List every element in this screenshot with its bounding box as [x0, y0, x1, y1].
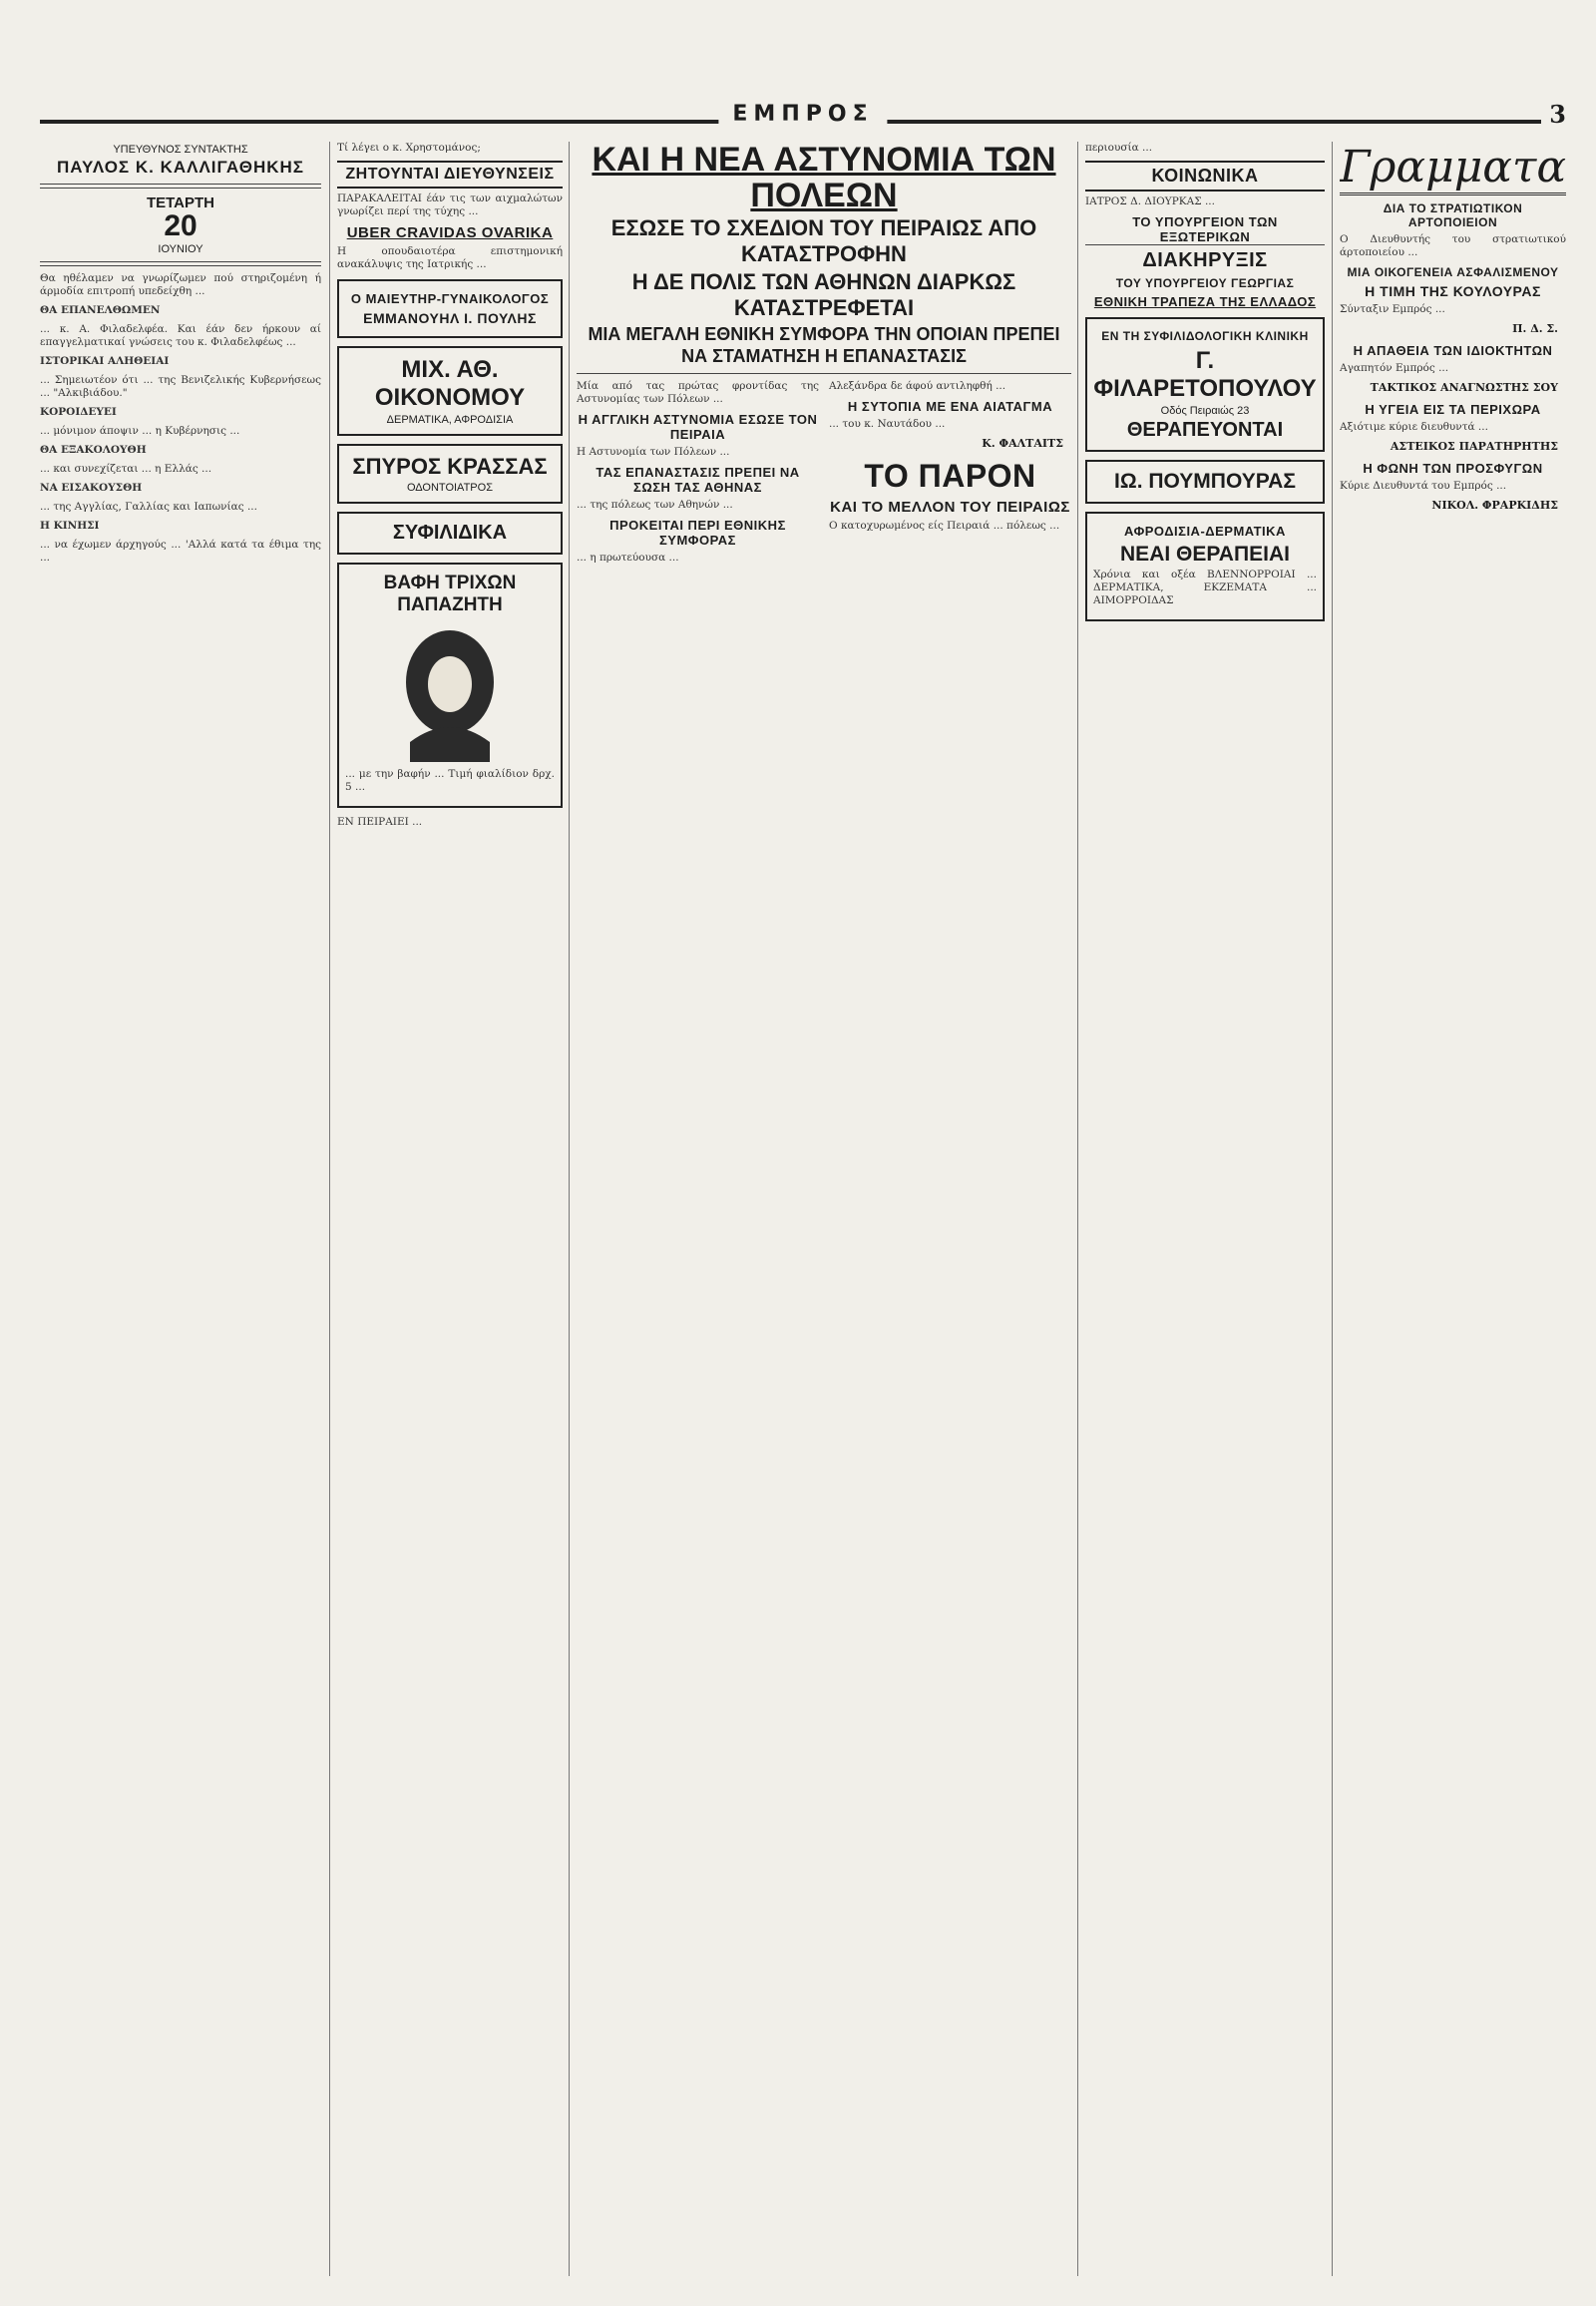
lead-column-left	[577, 380, 819, 571]
paragraph: ΙΑΤΡΟΣ Δ. ΔΙΟΥΡΚΑΣ ...	[1085, 195, 1215, 207]
ad-address: Οδός Πειραιώς 23	[1160, 405, 1250, 417]
paragraph: Τί λέγει ο κ. Χρηστομάνος;	[337, 142, 481, 154]
ad-name: ΙΩ. ΠΟΥΜΠΟΥΡΑΣ	[1114, 470, 1296, 493]
paragraph: Αγαπητόν Εμπρός ...	[1340, 362, 1449, 374]
section-heading: ΚΟΡΟΙΔΕΥΕΙ	[40, 406, 117, 418]
newspaper-title: ΕΜΠΡΟΣ	[718, 102, 887, 127]
section-heading: Η ΚΙΝΗΣΙ	[40, 520, 100, 532]
page-number: 3	[1541, 100, 1566, 129]
paragraph: ... της πόλεως των Αθηνών ...	[577, 499, 733, 511]
section-heading: Η ΑΠΑΘΕΙΑ ΤΩΝ ΙΔΙΟΚΤΗΤΩΝ	[1353, 343, 1553, 358]
advertisement	[337, 512, 563, 555]
ad-headline: ΘΕΡΑΠΕΥΟΝΤΑΙ	[1126, 419, 1284, 441]
headline-sub: ΜΙΑ ΜΕΓΑΛΗ ΕΘΝΙΚΗ ΣΥΜΦΟΡΑ ΤΗΝ ΟΠΟΙΑΝ ΠΡΕΠΕΙ ΝΑ ΣΤΑΜΑΤΗΣΗ Η ΕΠΑΝΑΣΤΑΣΙΣ	[588, 324, 1060, 366]
signature: ΤΑΚΤΙΚΟΣ ΑΝΑΓΝΩΣΤΗΣ ΣΟΥ	[1370, 381, 1558, 394]
section-heading: ΤΑΣ ΕΠΑΝΑΣΤΑΣΙΣ ΠΡΕΠΕΙ ΝΑ ΣΩΣΗ ΤΑΣ ΑΘΗΝΑΣ	[596, 465, 800, 495]
column-letters	[1340, 142, 1566, 2276]
author-signature: Κ. ΦΑΛΤΑΙΤΣ	[982, 437, 1063, 450]
ad-title: Ο ΜΑΙΕΥΤΗΡ-ΓΥΝΑΙΚΟΛΟΓΟΣ	[350, 291, 550, 306]
paragraph: Σύνταξιν Εμπρός ...	[1340, 303, 1445, 315]
ad-title: ΣΠΥΡΟΣ ΚΡΑΣΣΑΣ	[352, 454, 548, 479]
headline-main: ΚΑΙ Η ΝΕΑ ΑΣΤΥΝΟΜΙΑ ΤΩΝ ΠΟΛΕΩΝ	[592, 142, 1056, 214]
ad-text: Χρόνια και οξέα ΒΛΕΝΝΟΡΡΟΙΑΙ ... ΔΕΡΜΑΤΙΚΑ, ΕΚΖΕΜΑΤΑ ... ΑΙΜΟΡΡΟΙΔΑΣ	[1093, 569, 1317, 606]
divider	[577, 373, 1071, 374]
section-heading: ΚΟΙΝΩΝΙΚΑ	[1085, 161, 1325, 192]
paragraph: ... και συνεχίζεται ... η Ελλάς ...	[40, 463, 212, 475]
editor-name: ΠΑΥΛΟΣ Κ. ΚΑΛΛΙΓΑΘΗΚΗΣ	[57, 158, 304, 177]
ad-title: ΑΦΡΟΔΙΣΙΑ-ΔΕΡΜΑΤΙΚΑ	[1124, 524, 1286, 539]
paragraph: ... να έχωμεν άρχηγούς ... 'Αλλά κατά τα έθιμα της ...	[40, 539, 321, 564]
paragraph: Μία από τας πρώτας φροντίδας της Αστυνομίας των Πόλεων ...	[577, 380, 819, 405]
section-heading: ΝΑ ΕΙΣΑΚΟΥΣΘΗ	[40, 482, 143, 494]
section-heading: ΜΙΑ ΟΙΚΟΓΕΝΕΙΑ ΑΣΦΑΛΙΣΜΕΝΟΥ	[1347, 265, 1559, 279]
column-rule	[329, 142, 330, 2276]
column-rule	[1332, 142, 1333, 2276]
ad-pretitle: ΕΝ ΤΗ ΣΥΦΙΛΙΔΟΛΟΓΙΚΗ ΚΛΙΝΙΚΗ	[1101, 329, 1309, 343]
ad-name: Γ. ΦΙΛΑΡΕΤΟΠΟΥΛΟΥ	[1093, 347, 1317, 402]
section-subheading: ΤΟΥ ΥΠΟΥΡΓΕΙΟΥ ΓΕΩΡΓΙΑΣ	[1115, 276, 1295, 290]
paragraph: ... του κ. Ναυτάδου ...	[829, 418, 946, 430]
advertisement	[337, 563, 563, 808]
article-title: ΤΟ ΠΑΡΟΝ	[864, 458, 1036, 494]
paragraph: Ο Διευθυντής του στρατιωτικού άρτοποιείου ...	[1340, 233, 1566, 258]
advertisement	[1085, 512, 1325, 621]
woman-portrait-illustration	[390, 622, 510, 762]
lead-story	[577, 142, 1071, 2276]
advertisement	[337, 444, 563, 504]
paragraph: Ο κατοχυρωμένος είς Πειραιά ... πόλεως ...	[829, 520, 1060, 532]
ad-title: ΣΥΦΙΛΙΔΙΚΑ	[392, 522, 508, 544]
paragraph: ... μόνιμον άποψιν ... η Κυβέρνησις ...	[40, 425, 240, 437]
paragraph: ... η πρωτεύουσα ...	[577, 552, 679, 564]
lead-column-right	[829, 380, 1071, 571]
section-heading: Η ΣΥΤΟΠΙΑ ΜΕ ΕΝΑ ΑΙΑΤΑΓΜΑ	[847, 399, 1053, 414]
paragraph: ΕΝ ΠΕΙΡΑΙΕΙ ...	[337, 816, 423, 828]
letters-title: Γραμματα	[1340, 142, 1566, 195]
section-heading: ΠΡΟΚΕΙΤΑΙ ΠΕΡΙ ΕΘΝΙΚΗΣ ΣΥΜΦΟΡΑΣ	[609, 518, 786, 548]
ad-name: ΕΜΜΑΝΟΥΗΛ Ι. ΠΟΥΛΗΣ	[363, 310, 537, 326]
section-heading: Η ΑΓΓΛΙΚΗ ΑΣΤΥΝΟΜΙΑ ΕΣΩΣΕ ΤΟΝ ΠΕΙΡΑΙΑ	[578, 412, 818, 442]
signature: ΝΙΚΟΛ. ΦΡΑΡΚΙΔΗΣ	[1431, 499, 1558, 512]
ad-subtitle: ΟΔΟΝΤΟΙΑΤΡΟΣ	[406, 482, 493, 494]
headline-sub: Η ΔΕ ΠΟΛΙΣ ΤΩΝ ΑΘΗΝΩΝ ΔΙΑΡΚΩΣ ΚΑΤΑΣΤΡΕΦΕΤΑΙ	[631, 269, 1016, 320]
divider	[40, 184, 321, 189]
section-heading: Η ΦΩΝΗ ΤΩΝ ΠΡΟΣΦΥΓΩΝ	[1363, 461, 1543, 476]
advertisement	[1085, 317, 1325, 452]
section-heading: ΘΑ ΕΠΑΝΕΛΘΩΜΕΝ	[40, 304, 161, 316]
paragraph: Αξιότιμε κύριε διευθυντά ...	[1340, 421, 1488, 433]
paragraph: ΠΑΡΑΚΑΛΕΙΤΑΙ έάν τις των αιχμαλώτων γνωρίζει περί της τύχης ...	[337, 192, 563, 217]
paragraph: ... Σημειωτέον ότι ... της Βενιζελικής Κυβερνήσεως ... "Αλκιβιάδου."	[40, 374, 321, 399]
paragraph: ... κ. Α. Φιλαδελφέα. Και έάν δεν ήρκουν αί επαγγελματικαί γνώσεις του κ. Φιλαδελφέως ...	[40, 323, 321, 348]
section-heading: ΔΙΑΚΗΡΥΞΙΣ	[1142, 249, 1268, 271]
editor-label: ΥΠΕΥΘΥΝΟΣ ΣΥΝΤΑΚΤΗΣ	[113, 144, 248, 156]
column-editorial	[40, 142, 321, 2276]
section-heading: Η ΤΙΜΗ ΤΗΣ ΚΟΥΛΟΥΡΑΣ	[1365, 283, 1541, 299]
masthead	[40, 100, 1566, 130]
advertisement	[337, 346, 563, 436]
section-heading: ΕΘΝΙΚΗ ΤΡΑΠΕΖΑ ΤΗΣ ΕΛΛΑΔΟΣ	[1093, 294, 1317, 309]
divider	[40, 261, 321, 266]
column-notices	[337, 142, 563, 2276]
section-heading: Η ΥΓΕΙΑ ΕΙΣ ΤΑ ΠΕΡΙΧΩΡΑ	[1365, 402, 1541, 417]
headline-sub: ΕΣΩΣΕ ΤΟ ΣΧΕΔΙΟΝ ΤΟΥ ΠΕΙΡΑΙΩΣ ΑΠΟ ΚΑΤΑΣΤΡΟΦΗΝ	[610, 215, 1037, 266]
section-heading: ΘΑ ΕΞΑΚΟΛΟΥΘΗ	[40, 444, 147, 456]
ad-headline: ΝΕΑΙ ΘΕΡΑΠΕΙΑΙ	[1120, 543, 1290, 566]
paragraph: περιουσία ...	[1085, 142, 1153, 154]
weekday: ΤΕΤΑΡΤΗ	[146, 194, 215, 211]
advertisement	[1085, 460, 1325, 504]
advertisement	[337, 279, 563, 338]
paragraph: Αλεξάνδρα δε άφού αντιληφθή ...	[829, 380, 1006, 392]
paragraph: Θα ηθέλαμεν να γνωρίζωμεν πού στηριζομένη ή άρμοδία επιτροπή υπεδείχθη ...	[40, 272, 321, 297]
section-heading: UBER CRAVIDAS OVARIKA	[346, 224, 554, 241]
column-rule	[1077, 142, 1078, 2276]
paragraph: Η οπουδαιοτέρα επιστημονική ανακάλυψις της Ιατρικής ...	[337, 245, 563, 270]
ad-title: ΜΙΧ. ΑΘ. ΟΙΚΟΝΟΜΟΥ	[374, 356, 526, 411]
date-number: 20	[164, 209, 198, 242]
paragraph: ... της Αγγλίας, Γαλλίας και Ιαπωνίας ...	[40, 501, 257, 513]
section-heading: ΔΙΑ ΤΟ ΣΤΡΑΤΙΩΤΙΚΟΝ ΑΡΤΟΠΟΙΕΙΟΝ	[1383, 201, 1523, 229]
column-rule	[569, 142, 570, 2276]
signature: ΑΣΤΕΙΚΟΣ ΠΑΡΑΤΗΡΗΤΗΣ	[1390, 440, 1558, 453]
ad-text: ... με την βαφήν ... Τιμή φιαλίδιον δρχ. 5 ...	[345, 768, 555, 793]
paragraph: Κύριε Διευθυντά του Εμπρός ...	[1340, 480, 1507, 492]
paragraph: Η Αστυνομία των Πόλεων ...	[577, 446, 730, 458]
column-social	[1085, 142, 1325, 2276]
section-heading: ΙΣΤΟΡΙΚΑΙ ΑΛΗΘΕΙΑΙ	[40, 355, 170, 367]
section-heading: ΤΟ ΥΠΟΥΡΓΕΙΟΝ ΤΩΝ ΕΞΩΤΕΡΙΚΩΝ	[1085, 214, 1325, 245]
ad-subtitle: ΔΕΡΜΑΤΙΚΑ, ΑΦΡΟΔΙΣΙΑ	[386, 414, 514, 426]
article-subtitle: ΚΑΙ ΤΟ ΜΕΛΛΟΝ ΤΟΥ ΠΕΙΡΑΙΩΣ	[830, 499, 1070, 516]
section-heading: ΖΗΤΟΥΝΤΑΙ ΔΙΕΥΘΥΝΣΕΙΣ	[337, 161, 563, 189]
ad-title: ΒΑΦΗ ΤΡΙΧΩΝ ΠΑΠΑΖΗΤΗ	[383, 573, 517, 615]
signature: Π. Δ. Σ.	[1512, 322, 1558, 335]
month: ΙΟΥΝΙΟΥ	[158, 243, 203, 255]
